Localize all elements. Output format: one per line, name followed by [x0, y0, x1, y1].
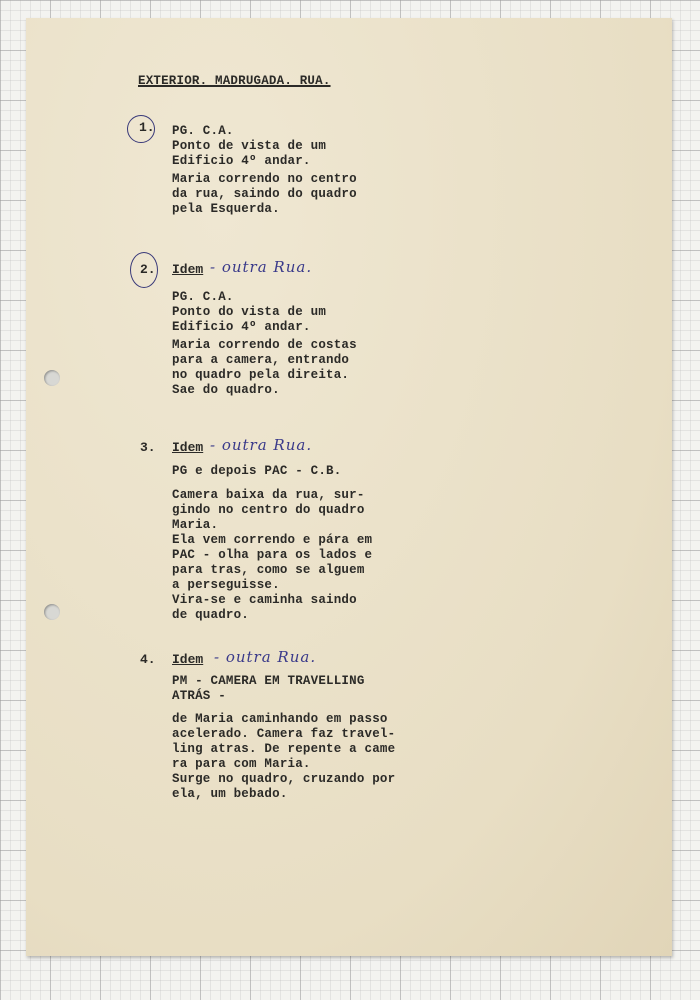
action-line: Vira-se e caminha saindo	[172, 593, 357, 607]
scene-number: 1.	[139, 120, 155, 135]
idem-label: Idem	[172, 262, 204, 277]
shot-line: PG. C.A.	[172, 290, 234, 304]
shot-line: ATRÁS -	[172, 689, 226, 703]
action-line: Ela vem correndo e pára em	[172, 533, 373, 547]
action-line: ra para com Maria.	[172, 757, 311, 771]
punch-hole	[44, 370, 60, 386]
scene-number: 2.	[140, 262, 156, 277]
action-line: de quadro.	[172, 608, 250, 622]
action-line: a perseguisse.	[172, 578, 280, 592]
scene-4-shot	[172, 674, 365, 704]
scene-3-shot	[172, 464, 341, 479]
idem-label: Idem	[172, 652, 204, 667]
action-line: ling atras. De repente a came	[172, 742, 396, 756]
scene-number: 4.	[140, 652, 156, 667]
scene-3-action	[172, 488, 372, 623]
punch-hole	[44, 604, 60, 620]
action-line: para a camera, entrando	[172, 353, 350, 367]
scene-1-shot	[172, 124, 326, 169]
handwritten-note: - outra Rua.	[214, 648, 317, 666]
scene-2-action	[172, 338, 357, 398]
scene-1-action	[172, 172, 357, 217]
scene-2-shot	[172, 290, 326, 335]
action-line: ela, um bebado.	[172, 787, 288, 801]
action-line: PAC - olha para os lados e	[172, 548, 373, 562]
action-line: Camera baixa da rua, sur-	[172, 488, 365, 502]
action-line: de Maria caminhando em passo	[172, 712, 388, 726]
shot-line: PG e depois PAC - C.B.	[172, 464, 342, 478]
action-line: Maria correndo de costas	[172, 338, 357, 352]
action-line: da rua, saindo do quadro	[172, 187, 357, 201]
shot-line: Edificio 4º andar.	[172, 154, 311, 168]
action-line: Surge no quadro, cruzando por	[172, 772, 396, 786]
idem-label: Idem	[172, 440, 204, 455]
action-line: gindo no centro do quadro	[172, 503, 365, 517]
handwritten-note: - outra Rua.	[210, 258, 313, 276]
shot-line: Ponto de vista de um	[172, 139, 327, 153]
scene-number: 3.	[140, 440, 156, 455]
scene-4-action	[172, 712, 395, 802]
action-line: pela Esquerda.	[172, 202, 280, 216]
action-line: acelerado. Camera faz travel-	[172, 727, 396, 741]
action-line: Sae do quadro.	[172, 383, 280, 397]
shot-line: PG. C.A.	[172, 124, 234, 138]
shot-line: PM - CAMERA EM TRAVELLING	[172, 674, 365, 688]
scene-heading: EXTERIOR. MADRUGADA. RUA.	[138, 74, 331, 88]
action-line: Maria.	[172, 518, 219, 532]
shot-line: Edificio 4º andar.	[172, 320, 311, 334]
action-line: no quadro pela direita.	[172, 368, 350, 382]
action-line: Maria correndo no centro	[172, 172, 357, 186]
action-line: para tras, como se alguem	[172, 563, 365, 577]
script-page	[26, 18, 672, 956]
handwritten-note: - outra Rua.	[210, 436, 313, 454]
shot-line: Ponto do vista de um	[172, 305, 327, 319]
